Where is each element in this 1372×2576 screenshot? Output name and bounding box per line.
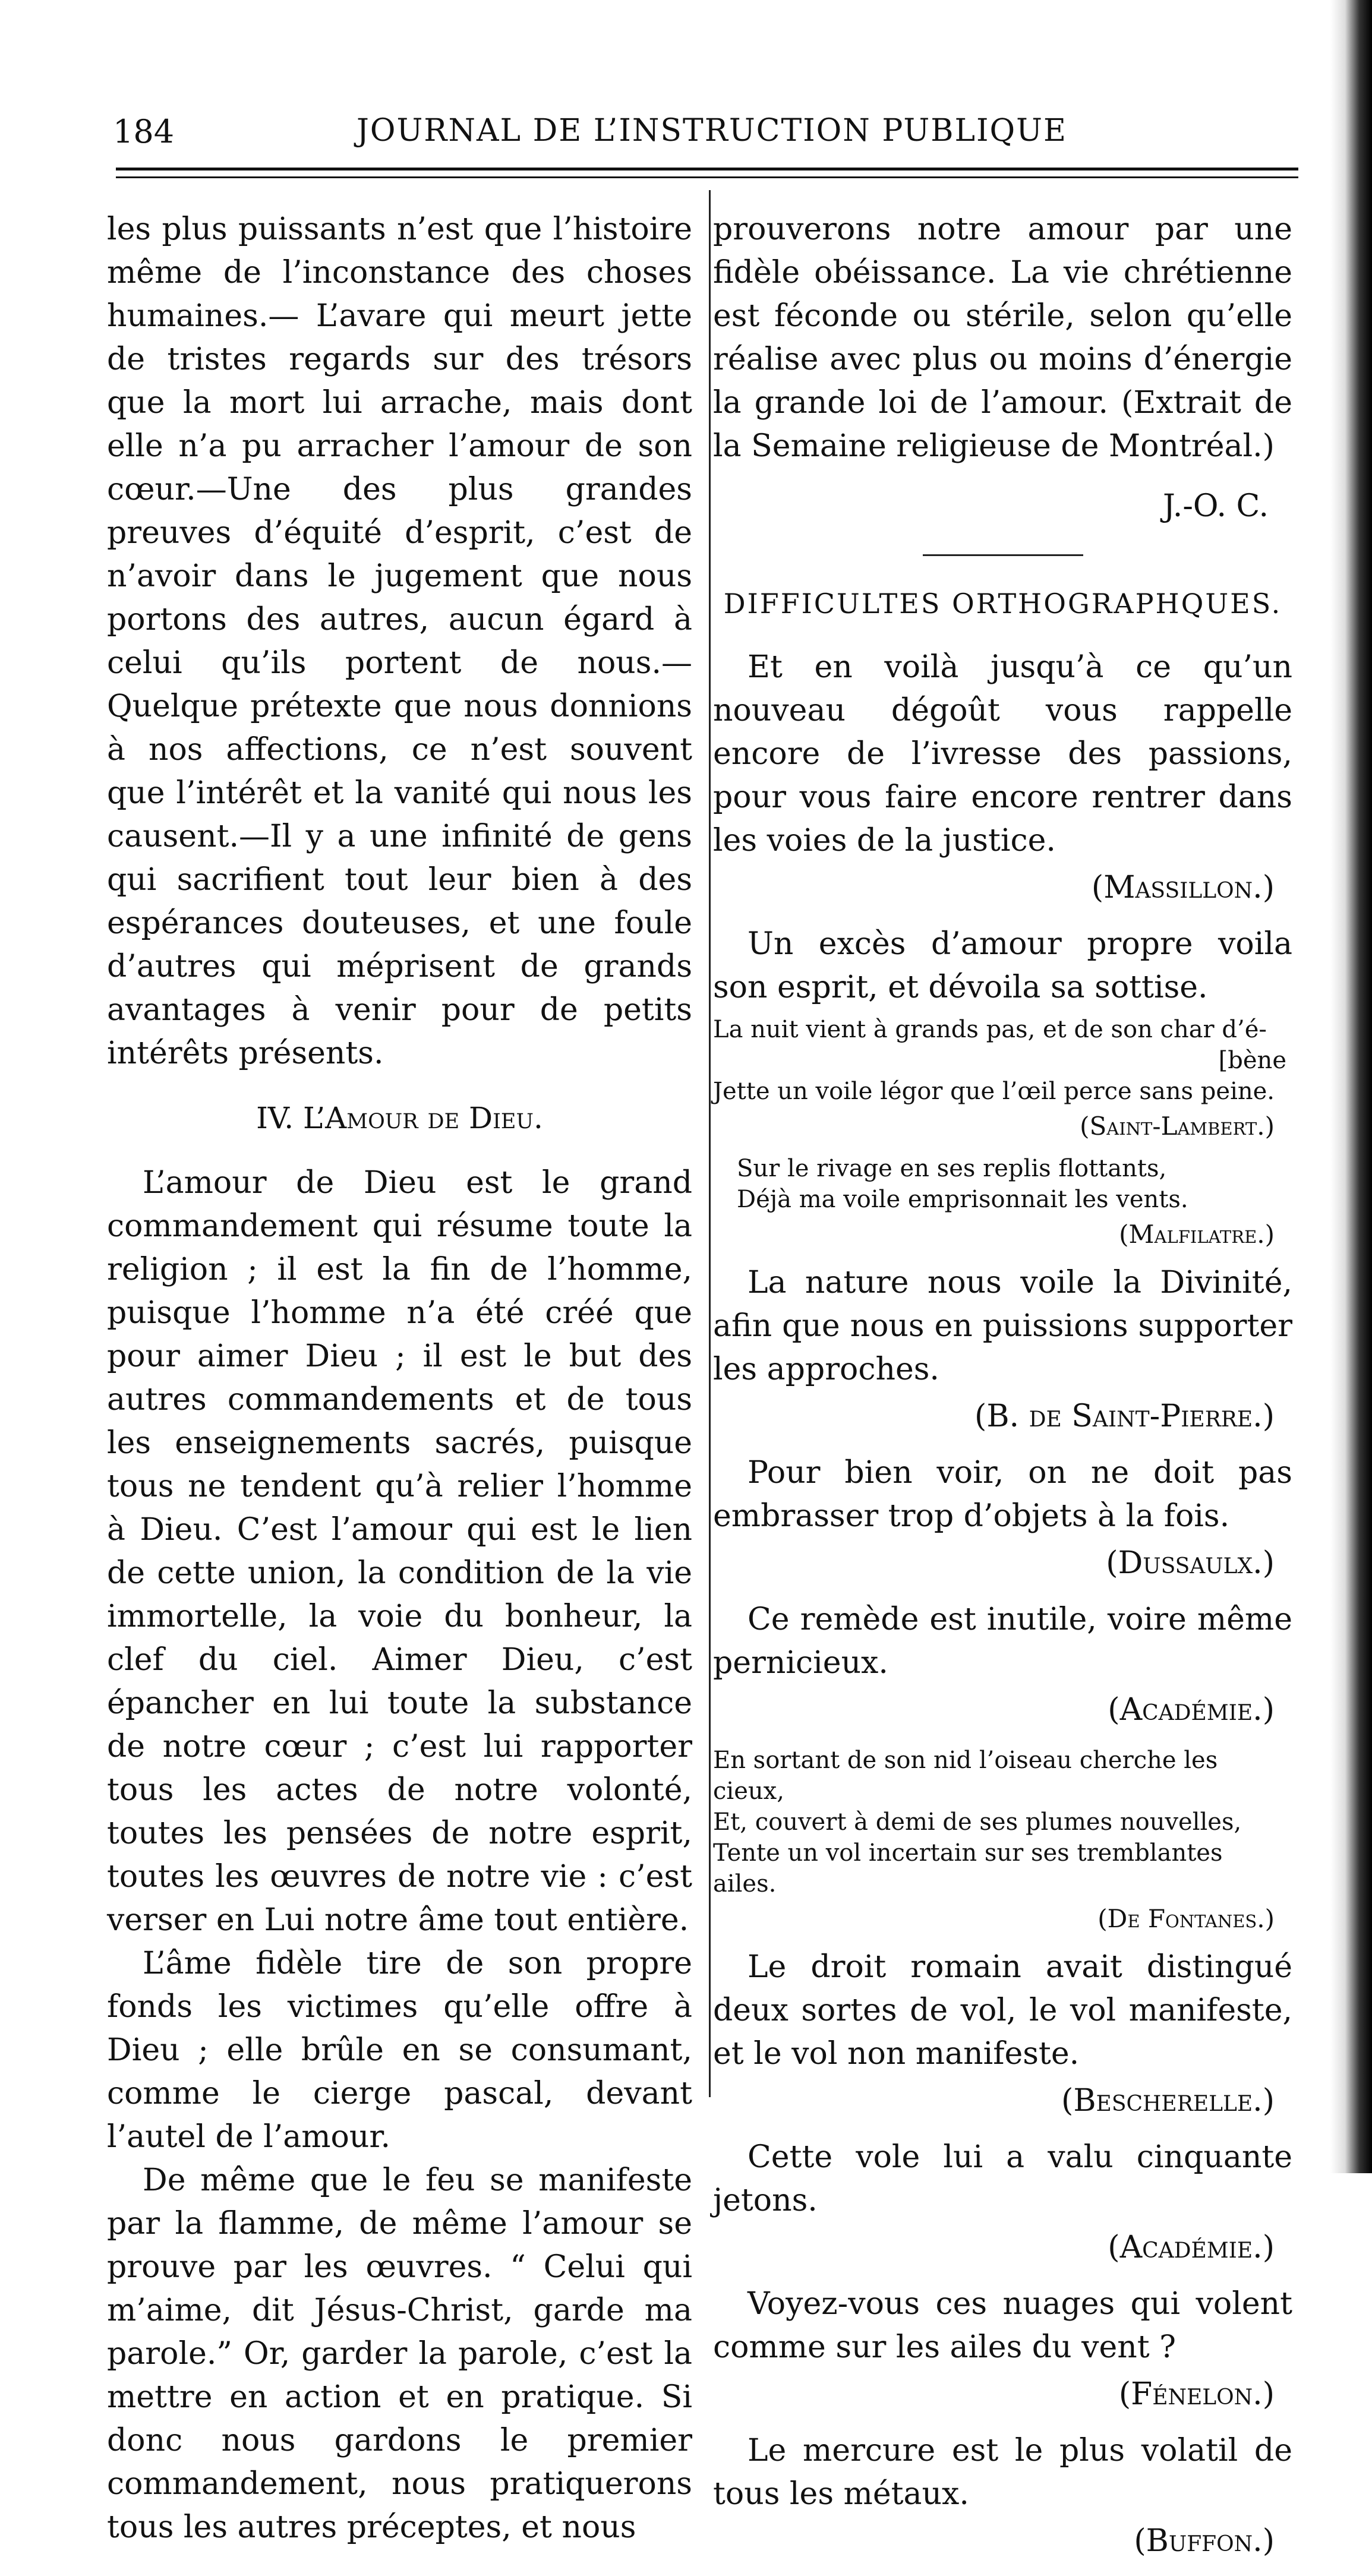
verse-line: Sur le rivage en ses replis flottants, xyxy=(737,1155,1167,1182)
verse-line-continuation: [bène xyxy=(1218,1047,1286,1074)
verse-line: En sortant de son nid l’oiseau cherche les cieux, xyxy=(713,1747,1218,1805)
citation: (Bescherelle.) xyxy=(1061,2083,1275,2119)
citation: (Dussaulx.) xyxy=(1106,1545,1275,1581)
right-column xyxy=(713,208,1292,2576)
citation: (De Fontanes.) xyxy=(1097,1904,1275,1933)
example-sentence: Le droit romain avait distingué deux sortes de vol, le vol manifeste, et le vol non manifeste. xyxy=(713,1949,1292,2072)
citation: (Saint-Lambert.) xyxy=(1080,1112,1275,1141)
running-title: JOURNAL DE L’INSTRUCTION PUBLIQUE xyxy=(357,113,1067,149)
citation: (Malfilatre.) xyxy=(1119,1220,1275,1249)
example-sentence: La nature nous voile la Divinité, afin que nous en puissions supporter les approches. xyxy=(713,1265,1292,1387)
page-edge-shadow xyxy=(1330,0,1372,2173)
page-number: 184 xyxy=(113,113,175,150)
citation: (Buffon.) xyxy=(1134,2523,1275,2559)
verse-line: La nuit vient à grands pas, et de son char d’é- xyxy=(713,1016,1267,1043)
verse xyxy=(713,1014,1292,1107)
section-subheading: DIFFICULTES ORTHOGRAPHQUES. xyxy=(723,588,1282,620)
verse-line: Et, couvert à demi de ses plumes nouvelles, xyxy=(713,1808,1242,1836)
verse-line: Jette un voile légor que l’œil perce sans peine. xyxy=(713,1078,1275,1105)
citation: (Massillon.) xyxy=(1091,870,1275,905)
example-sentence: Un excès d’amour propre voila son esprit, et dévoila sa sottise. xyxy=(713,926,1292,1005)
verse-line: Déjà ma voile emprisonnait les vents. xyxy=(737,1186,1188,1213)
verse-line: Tente un vol incertain sur ses tremblantes ailes. xyxy=(713,1839,1223,1898)
left-column xyxy=(107,208,692,2549)
section-title: IV. L’Amour de Dieu. xyxy=(256,1101,543,1135)
section-rule xyxy=(923,554,1083,556)
citation: (Académie.) xyxy=(1108,1692,1275,1728)
paragraph: prouverons notre amour par une fidèle obéissance. La vie chrétienne est féconde ou stérile, selon qu’elle réalise avec plus ou moins d’énergie la grande loi de l’amour. (Extrait de la Semaine religieuse de Montréal.) xyxy=(713,211,1292,464)
column-divider xyxy=(709,190,711,2097)
paragraph: De même que le feu se manifeste par la flamme, de même l’amour se prouve par les œuvres. “ Celui qui m’aime, dit Jésus-Christ, garde ma parole.” Or, garder la parole, c’est la mettre en action et en pratique. Si donc nous gardons le premier commandement, nous pratiquerons tous les autres préceptes, et nous xyxy=(107,2163,692,2545)
citation: (Académie.) xyxy=(1108,2230,1275,2265)
page-header xyxy=(113,89,1295,154)
header-rule xyxy=(116,168,1298,178)
verse xyxy=(713,1153,1292,1215)
paragraph: L’âme fidèle tire de son propre fonds les victimes qu’elle offre à Dieu ; elle brûle en se consumant, comme le cierge pascal, devant l’autel de l’amour. xyxy=(107,1946,692,2155)
signature: J.-O. C. xyxy=(1162,488,1269,524)
example-sentence: Pour bien voir, on ne doit pas embrasser trop d’objets à la fois. xyxy=(713,1455,1292,1534)
example-sentence: Cette vole lui a valu cinquante jetons. xyxy=(713,2139,1292,2218)
paragraph: L’amour de Dieu est le grand commandement qui résume toute la religion ; il est la fin de l’homme, puisque l’homme n’a été créé que pour aimer Dieu ; il est le but des autres commandements et de tous les enseignements sacrés, puisque tous ne tendent qu’à relier l’homme à Dieu. C’est l’amour qui est le lien de cette union, la condition de la vie immortelle, la voie du bonheur, la clef du ciel. Aimer Dieu, c’est épancher en lui toute la substance de notre cœur ; c’est lui rapporter tous les actes de notre volonté, toutes les pensées de notre esprit, toutes les œuvres de notre vie : c’est verser en Lui notre âme tout entière. xyxy=(107,1165,692,1938)
paragraph: les plus puissants n’est que l’histoire même de l’inconstance des choses humaines.— L’avare qui meurt jette de tristes regards sur des trésors que la mort lui arrache, mais dont elle n’a pu arracher l’amour de son cœur.—Une des plus grandes preuves d’équité d’esprit, c’est de n’avoir dans le jugement que nous portons des autres, aucun égard à celui qu’ils portent de nous.—Quelque prétexte que nous donnions à nos affections, ce n’est souvent que l’intérêt et la vanité qui nous les causent.—Il y a une infinité de gens qui sacrifient tout leur bien à des espérances douteuses, et une foule d’autres qui méprisent de grands avantages à venir pour de petits intérêts présents. xyxy=(107,211,692,1071)
example-sentence: Et en voilà jusqu’à ce qu’un nouveau dégoût vous rappelle encore de l’ivresse des passions, pour vous faire encore rentrer dans les voies de la justice. xyxy=(713,649,1292,858)
example-sentence: Voyez-vous ces nuages qui volent comme sur les ailes du vent ? xyxy=(713,2286,1292,2365)
citation: (Fénelon.) xyxy=(1118,2376,1275,2412)
citation: (B. de Saint-Pierre.) xyxy=(974,1399,1275,1434)
verse xyxy=(713,1745,1292,1899)
example-sentence: Ce remède est inutile, voire même pernicieux. xyxy=(713,1602,1292,1681)
example-sentence: Le mercure est le plus volatil de tous les métaux. xyxy=(713,2433,1292,2512)
